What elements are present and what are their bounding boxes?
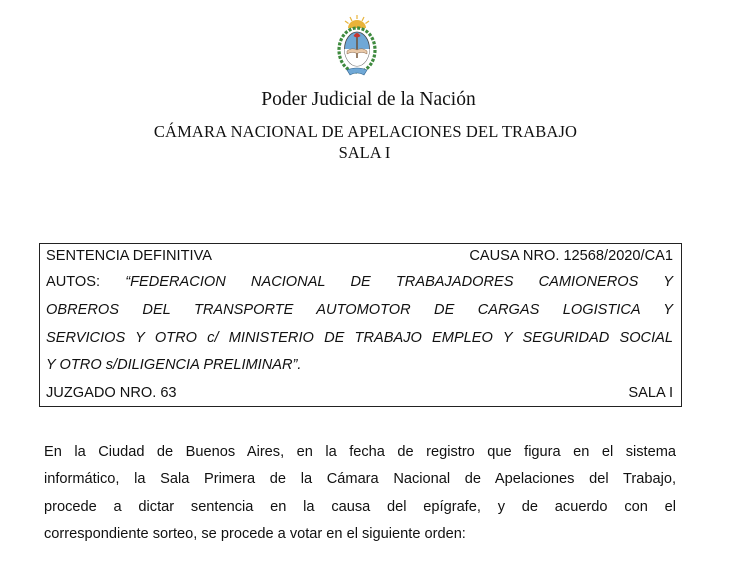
body-line-1: En la Ciudad de Buenos Aires, en la fecha de registro que figura en el sistema — [44, 444, 676, 460]
autos-line-3: SERVICIOS Y OTRO c/ MINISTERIO DE TRABAJO EMPLEO Y SEGURIDAD SOCIAL — [46, 330, 673, 346]
court-name: CÁMARA NACIONAL DE APELACIONES DEL TRABAJO — [153, 122, 578, 141]
body-line-3: procede a dictar sentencia en la causa del epígrafe, y de acuerdo con el — [44, 499, 676, 515]
case-footer-row — [46, 385, 673, 401]
autos-text-1: “FEDERACION NACIONAL DE TRABAJADORES CAMIONEROS Y — [125, 274, 673, 290]
autos-line-4: Y OTRO s/DILIGENCIA PRELIMINAR”. — [46, 357, 302, 373]
court-sala: SALA I — [338, 143, 391, 162]
autos-label: AUTOS: — [46, 274, 126, 290]
body-line-2: informático, la Sala Primera de la Cámara Nacional de Apelaciones del Trabajo, — [44, 471, 676, 487]
institution-title: Poder Judicial de la Nación — [261, 89, 476, 110]
argentina-coat-of-arms-icon — [336, 14, 378, 80]
sentencia-label: SENTENCIA DEFINITIVA — [46, 248, 212, 264]
causa-number: CAUSA NRO. 12568/2020/CA1 — [469, 248, 673, 264]
sala-label: SALA I — [628, 385, 673, 401]
case-info-box — [39, 243, 682, 407]
juzgado-label: JUZGADO NRO. 63 — [46, 385, 177, 401]
body-line-4: correspondiente sorteo, se procede a votar en el siguiente orden: — [44, 526, 466, 542]
case-header-row — [46, 248, 673, 264]
autos-line-1 — [46, 274, 673, 290]
autos-line-2: OBREROS DEL TRANSPORTE AUTOMOTOR DE CARGAS LOGISTICA Y — [46, 302, 673, 318]
